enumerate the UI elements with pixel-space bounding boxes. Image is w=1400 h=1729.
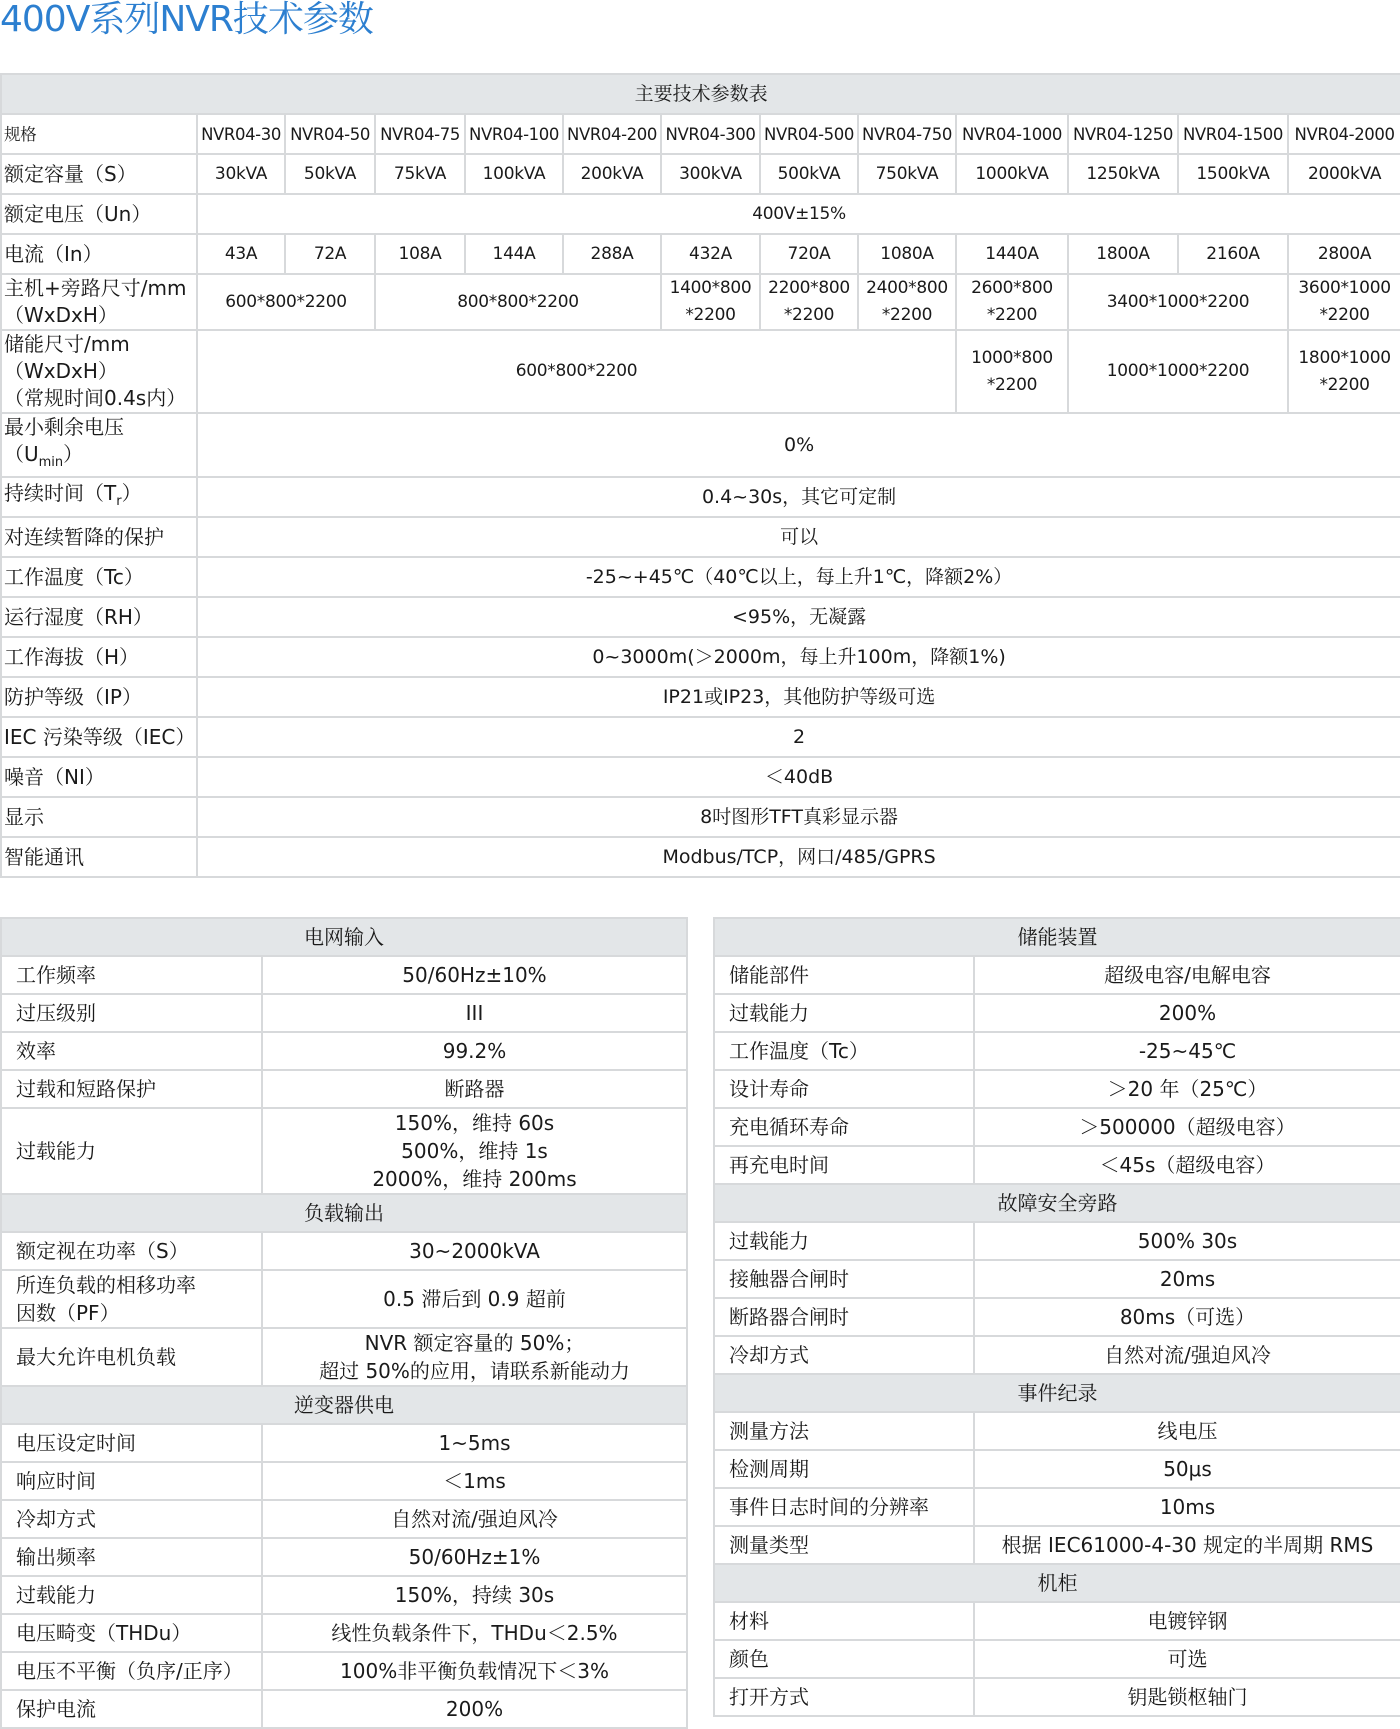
row-value: 50/60Hz±10% bbox=[262, 956, 687, 994]
row-value: 可选 bbox=[974, 1640, 1400, 1678]
row-label: 电压不平衡（负序/正序） bbox=[1, 1652, 262, 1690]
capacity-cell: 2000kVA bbox=[1288, 154, 1400, 194]
spec-row bbox=[714, 1108, 1400, 1146]
value-line: 超过 50%的应用，请联系新能动力 bbox=[319, 1359, 630, 1383]
row-label: 设计寿命 bbox=[714, 1070, 974, 1108]
row-label: 过载和短路保护 bbox=[1, 1070, 262, 1108]
section-header-row bbox=[714, 1374, 1400, 1412]
row-label bbox=[1, 1270, 262, 1328]
row-label: 冷却方式 bbox=[714, 1336, 974, 1374]
spec-row bbox=[714, 1450, 1400, 1488]
storage-dimension-label bbox=[1, 330, 197, 413]
capacity-cell: 100kVA bbox=[465, 154, 563, 194]
storage-line: 1800*1000 bbox=[1298, 347, 1391, 368]
umin-value: 0% bbox=[197, 413, 1400, 477]
current-cell: 720A bbox=[760, 234, 858, 274]
umin-label bbox=[1, 413, 197, 477]
capacity-cell: 1500kVA bbox=[1178, 154, 1288, 194]
section-header: 逆变器供电 bbox=[1, 1386, 687, 1424]
storage-dimension-cell: 600*800*2200 bbox=[197, 330, 956, 413]
row-label: 过压级别 bbox=[1, 994, 262, 1032]
row-value: 1~5ms bbox=[262, 1424, 687, 1462]
row-label: 工作海拔（H） bbox=[1, 637, 197, 677]
storage-dimension-row bbox=[1, 330, 1400, 413]
row-label: 额定视在功率（S） bbox=[1, 1232, 262, 1270]
row-value: 500% 30s bbox=[974, 1222, 1400, 1260]
tr-value: 0.4~30s，其它可定制 bbox=[197, 477, 1400, 517]
tr-label-end: ） bbox=[121, 480, 142, 505]
spec-row bbox=[1, 797, 1400, 837]
spec-row bbox=[714, 1336, 1400, 1374]
spec-row bbox=[1, 1538, 687, 1576]
current-cell: 1440A bbox=[956, 234, 1068, 274]
dimension-cell bbox=[1288, 274, 1400, 330]
row-value: 0~3000m(＞2000m，每上升100m，降额1%) bbox=[197, 637, 1400, 677]
row-label: 电压设定时间 bbox=[1, 1424, 262, 1462]
row-value: ＞500000（超级电容） bbox=[974, 1108, 1400, 1146]
storage-label-line: （WxDxH） bbox=[4, 359, 118, 383]
spec-row bbox=[714, 1412, 1400, 1450]
dimension-line: 1400*800 bbox=[669, 278, 752, 298]
dimension-cell: 600*800*2200 bbox=[197, 274, 375, 330]
row-value: -25~+45℃（40℃以上，每上升1℃，降额2%） bbox=[197, 557, 1400, 597]
row-label: 输出频率 bbox=[1, 1538, 262, 1576]
current-cell: 288A bbox=[563, 234, 661, 274]
section-header-row bbox=[1, 1194, 687, 1232]
storage-label-line: 储能尺寸/mm bbox=[4, 332, 130, 356]
row-label: 效率 bbox=[1, 1032, 262, 1070]
dimension-label bbox=[1, 274, 197, 330]
model-cell: NVR04-2000 bbox=[1288, 114, 1400, 154]
dimension-line: *2200 bbox=[1319, 305, 1370, 325]
current-cell: 1080A bbox=[858, 234, 956, 274]
model-cell: NVR04-750 bbox=[858, 114, 956, 154]
row-label: 打开方式 bbox=[714, 1678, 974, 1716]
row-label: 电压畸变（THDu） bbox=[1, 1614, 262, 1652]
capacity-cell: 750kVA bbox=[858, 154, 956, 194]
section-header-row bbox=[714, 1184, 1400, 1222]
value-line: NVR 额定容量的 50%； bbox=[364, 1331, 585, 1355]
umin-subscript: min bbox=[38, 455, 64, 470]
spec-row bbox=[1, 1652, 687, 1690]
row-label: 最大允许电机负载 bbox=[1, 1328, 262, 1386]
row-value: 自然对流/强迫风冷 bbox=[974, 1336, 1400, 1374]
value-line: 150%，维持 60s bbox=[394, 1111, 555, 1135]
row-value: 线电压 bbox=[974, 1412, 1400, 1450]
page-title: 400V系列NVR技术参数 bbox=[0, 0, 373, 40]
current-cell: 1800A bbox=[1068, 234, 1178, 274]
dimension-line: *2200 bbox=[881, 305, 933, 325]
row-label: 事件日志时间的分辨率 bbox=[714, 1488, 974, 1526]
label-line: 所连负载的相移功率 bbox=[16, 1273, 196, 1297]
spec-row bbox=[1, 1328, 687, 1386]
spec-row bbox=[1, 1108, 687, 1194]
capacity-cell: 50kVA bbox=[285, 154, 375, 194]
section-header-row bbox=[714, 1564, 1400, 1602]
model-cell: NVR04-1250 bbox=[1068, 114, 1178, 154]
row-label: 过载能力 bbox=[1, 1576, 262, 1614]
current-cell: 2800A bbox=[1288, 234, 1400, 274]
row-value: 根据 IEC61000-4-30 规定的半周期 RMS bbox=[974, 1526, 1400, 1564]
section-header: 储能装置 bbox=[714, 918, 1400, 956]
tr-label bbox=[1, 477, 197, 517]
spec-row bbox=[1, 1070, 687, 1108]
capacity-cell: 75kVA bbox=[375, 154, 465, 194]
left-spec-table bbox=[0, 917, 688, 1729]
row-value: 20ms bbox=[974, 1260, 1400, 1298]
dimension-line: *2200 bbox=[783, 305, 835, 325]
storage-line: 1000*800 bbox=[971, 347, 1053, 368]
row-value: 30~2000kVA bbox=[262, 1232, 687, 1270]
storage-dimension-cell bbox=[1288, 330, 1400, 413]
row-value: 200% bbox=[262, 1690, 687, 1728]
dimension-cell: 800*800*2200 bbox=[375, 274, 661, 330]
storage-dimension-cell: 1000*1000*2200 bbox=[1068, 330, 1288, 413]
row-value: 0.5 滞后到 0.9 超前 bbox=[262, 1270, 687, 1328]
model-cell: NVR04-75 bbox=[375, 114, 465, 154]
dimension-label-line: （WxDxH） bbox=[4, 303, 118, 327]
tr-row bbox=[1, 477, 1400, 517]
model-cell: NVR04-1500 bbox=[1178, 114, 1288, 154]
spec-row bbox=[1, 1690, 687, 1728]
spec-row bbox=[1, 114, 1400, 154]
row-value: 150%，持续 30s bbox=[262, 1576, 687, 1614]
row-label: 显示 bbox=[1, 797, 197, 837]
capacity-cell: 300kVA bbox=[661, 154, 760, 194]
umin-label-text: 最小剩余电压（U bbox=[4, 415, 124, 466]
row-label: 过载能力 bbox=[1, 1108, 262, 1194]
tr-label-text: 持续时间（T bbox=[4, 480, 117, 505]
row-label: 充电循环寿命 bbox=[714, 1108, 974, 1146]
dimension-line: *2200 bbox=[685, 305, 736, 325]
section-header: 机柜 bbox=[714, 1564, 1400, 1602]
storage-line: *2200 bbox=[1319, 374, 1370, 395]
row-value: 50/60Hz±1% bbox=[262, 1538, 687, 1576]
spec-row bbox=[1, 637, 1400, 677]
row-label: 工作频率 bbox=[1, 956, 262, 994]
capacity-cell: 1000kVA bbox=[956, 154, 1068, 194]
spec-row bbox=[714, 1678, 1400, 1716]
row-value: 99.2% bbox=[262, 1032, 687, 1070]
section-header-row bbox=[1, 918, 687, 956]
row-value: 80ms（可选） bbox=[974, 1298, 1400, 1336]
row-value: 100%非平衡负载情况下＜3% bbox=[262, 1652, 687, 1690]
spec-row bbox=[714, 1298, 1400, 1336]
spec-row bbox=[714, 1602, 1400, 1640]
umin-label-end: ） bbox=[63, 442, 84, 466]
dimension-line: 2600*800 bbox=[971, 278, 1053, 298]
spec-row bbox=[1, 1270, 687, 1328]
model-cell: NVR04-1000 bbox=[956, 114, 1068, 154]
row-value: <95%，无凝露 bbox=[197, 597, 1400, 637]
storage-label-line: （常规时间0.4s内） bbox=[4, 386, 187, 410]
value-line: 2000%，维持 200ms bbox=[372, 1167, 577, 1191]
voltage-label: 额定电压（Un） bbox=[1, 194, 197, 234]
row-value: 电镀锌钢 bbox=[974, 1602, 1400, 1640]
current-label: 电流（In） bbox=[1, 234, 197, 274]
spec-row bbox=[714, 1640, 1400, 1678]
row-value: 200% bbox=[974, 994, 1400, 1032]
row-label: 运行湿度（RH） bbox=[1, 597, 197, 637]
capacity-cell: 500kVA bbox=[760, 154, 858, 194]
current-cell: 43A bbox=[197, 234, 285, 274]
row-label: 断路器合闸时 bbox=[714, 1298, 974, 1336]
section-header: 电网输入 bbox=[1, 918, 687, 956]
row-label: 颜色 bbox=[714, 1640, 974, 1678]
main-table-header: 主要技术参数表 bbox=[1, 74, 1400, 114]
row-label: 过载能力 bbox=[714, 994, 974, 1032]
capacity-label: 额定容量（S） bbox=[1, 154, 197, 194]
row-label: 响应时间 bbox=[1, 1462, 262, 1500]
right-spec-table bbox=[713, 917, 1400, 1717]
row-value: IP21或IP23，其他防护等级可选 bbox=[197, 677, 1400, 717]
model-cell: NVR04-300 bbox=[661, 114, 760, 154]
dimension-line: *2200 bbox=[986, 305, 1038, 325]
tr-subscript: r bbox=[116, 493, 122, 509]
row-value: 自然对流/强迫风冷 bbox=[262, 1500, 687, 1538]
row-value: 50μs bbox=[974, 1450, 1400, 1488]
row-value: 可以 bbox=[197, 517, 1400, 557]
spec-row bbox=[714, 994, 1400, 1032]
current-cell: 2160A bbox=[1178, 234, 1288, 274]
label-line: 因数（PF） bbox=[16, 1301, 120, 1325]
spec-row bbox=[714, 1260, 1400, 1298]
row-value: III bbox=[262, 994, 687, 1032]
spec-row bbox=[1, 1462, 687, 1500]
current-cell: 108A bbox=[375, 234, 465, 274]
row-label: 测量方法 bbox=[714, 1412, 974, 1450]
row-label: 对连续暂降的保护 bbox=[1, 517, 197, 557]
row-label: 智能通讯 bbox=[1, 837, 197, 877]
spec-row bbox=[714, 1488, 1400, 1526]
row-label: 噪音（NI） bbox=[1, 757, 197, 797]
spec-row bbox=[1, 517, 1400, 557]
dimension-cell: 3400*1000*2200 bbox=[1068, 274, 1288, 330]
umin-row bbox=[1, 413, 1400, 477]
row-value: Modbus/TCP，网口/485/GPRS bbox=[197, 837, 1400, 877]
row-value: ＜45s（超级电容） bbox=[974, 1146, 1400, 1184]
row-label: 储能部件 bbox=[714, 956, 974, 994]
dimension-label-line: 主机+旁路尺寸/mm bbox=[4, 276, 187, 300]
model-cell: NVR04-50 bbox=[285, 114, 375, 154]
spec-row bbox=[1, 994, 687, 1032]
voltage-row bbox=[1, 194, 1400, 234]
row-label: 防护等级（IP） bbox=[1, 677, 197, 717]
spec-row bbox=[1, 1424, 687, 1462]
dimension-line: 2400*800 bbox=[866, 278, 948, 298]
row-value bbox=[262, 1328, 687, 1386]
current-row bbox=[1, 234, 1400, 274]
voltage-value: 400V±15% bbox=[197, 194, 1400, 234]
row-value: 断路器 bbox=[262, 1070, 687, 1108]
row-value: ＜40dB bbox=[197, 757, 1400, 797]
section-header-row bbox=[714, 918, 1400, 956]
row-value: ＞20 年（25℃） bbox=[974, 1070, 1400, 1108]
value-line: 500%，维持 1s bbox=[401, 1139, 548, 1163]
row-label: 材料 bbox=[714, 1602, 974, 1640]
dimension-line: 3600*1000 bbox=[1298, 278, 1391, 298]
spec-row bbox=[1, 677, 1400, 717]
spec-row bbox=[714, 1146, 1400, 1184]
spec-row bbox=[1, 717, 1400, 757]
capacity-row bbox=[1, 154, 1400, 194]
dimension-cell bbox=[956, 274, 1068, 330]
spec-row bbox=[1, 757, 1400, 797]
section-header: 负载输出 bbox=[1, 1194, 687, 1232]
section-header: 事件纪录 bbox=[714, 1374, 1400, 1412]
row-label: 过载能力 bbox=[714, 1222, 974, 1260]
spec-row bbox=[714, 1526, 1400, 1564]
row-label: 检测周期 bbox=[714, 1450, 974, 1488]
row-value: 2 bbox=[197, 717, 1400, 757]
row-value: 线性负载条件下，THDu＜2.5% bbox=[262, 1614, 687, 1652]
storage-dimension-cell bbox=[956, 330, 1068, 413]
model-cell: NVR04-500 bbox=[760, 114, 858, 154]
row-value: 钥匙锁枢轴门 bbox=[974, 1678, 1400, 1716]
spec-row bbox=[1, 597, 1400, 637]
model-cell: NVR04-30 bbox=[197, 114, 285, 154]
row-value: 10ms bbox=[974, 1488, 1400, 1526]
spec-row bbox=[1, 1032, 687, 1070]
model-cell: NVR04-200 bbox=[563, 114, 661, 154]
model-cell: NVR04-100 bbox=[465, 114, 563, 154]
spec-label: 规格 bbox=[1, 114, 197, 154]
row-label: 工作温度（Tc） bbox=[1, 557, 197, 597]
spec-row bbox=[1, 956, 687, 994]
row-label: 接触器合闸时 bbox=[714, 1260, 974, 1298]
row-label: 冷却方式 bbox=[1, 1500, 262, 1538]
main-header-row bbox=[1, 74, 1400, 114]
dimension-row bbox=[1, 274, 1400, 330]
spec-row bbox=[1, 837, 1400, 877]
spec-row bbox=[714, 1222, 1400, 1260]
row-label: 再充电时间 bbox=[714, 1146, 974, 1184]
row-label: IEC 污染等级（IEC） bbox=[1, 717, 197, 757]
capacity-cell: 200kVA bbox=[563, 154, 661, 194]
current-cell: 432A bbox=[661, 234, 760, 274]
row-label: 保护电流 bbox=[1, 1690, 262, 1728]
section-header-row bbox=[1, 1386, 687, 1424]
capacity-cell: 1250kVA bbox=[1068, 154, 1178, 194]
storage-line: *2200 bbox=[986, 374, 1038, 395]
row-value: 超级电容/电解电容 bbox=[974, 956, 1400, 994]
spec-row bbox=[1, 1614, 687, 1652]
spec-row bbox=[1, 557, 1400, 597]
spec-row bbox=[1, 1576, 687, 1614]
spec-row bbox=[714, 1032, 1400, 1070]
current-cell: 72A bbox=[285, 234, 375, 274]
main-spec-table bbox=[0, 73, 1400, 878]
row-value: -25~45℃ bbox=[974, 1032, 1400, 1070]
dimension-cell bbox=[661, 274, 760, 330]
row-value bbox=[262, 1108, 687, 1194]
spec-row bbox=[714, 1070, 1400, 1108]
capacity-cell: 30kVA bbox=[197, 154, 285, 194]
row-value: ＜1ms bbox=[262, 1462, 687, 1500]
row-label: 工作温度（Tc） bbox=[714, 1032, 974, 1070]
dimension-cell bbox=[760, 274, 858, 330]
current-cell: 144A bbox=[465, 234, 563, 274]
section-header: 故障安全旁路 bbox=[714, 1184, 1400, 1222]
dimension-line: 2200*800 bbox=[768, 278, 850, 298]
spec-row bbox=[1, 1500, 687, 1538]
spec-row bbox=[1, 1232, 687, 1270]
spec-row bbox=[714, 956, 1400, 994]
row-value: 8吋图形TFT真彩显示器 bbox=[197, 797, 1400, 837]
dimension-cell bbox=[858, 274, 956, 330]
row-label: 测量类型 bbox=[714, 1526, 974, 1564]
